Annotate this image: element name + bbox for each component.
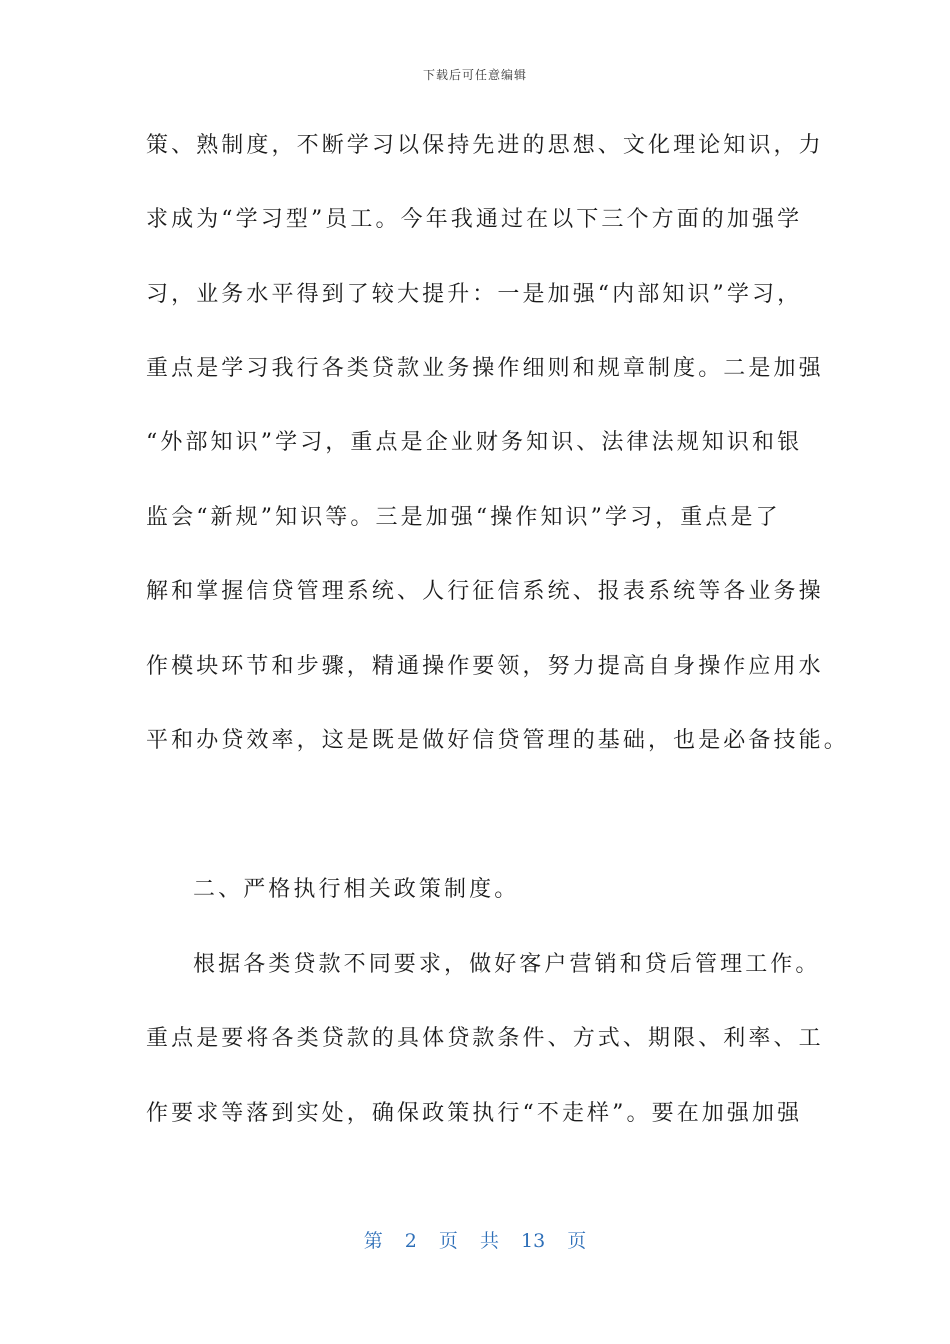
footer-total-word: 共	[479, 1230, 499, 1252]
body-line: 作要求等落到实处，确保政策执行“不走样”。要在加强加强	[146, 1101, 803, 1126]
section-heading: 二、严格执行相关政策制度。	[193, 877, 520, 902]
body-line: 求成为“学习型”员工。今年我通过在以下三个方面的加强学	[146, 207, 803, 232]
body-line: “外部知识”学习，重点是企业财务知识、法律法规知识和银	[146, 430, 803, 455]
body-line: 解和掌握信贷管理系统、人行征信系统、报表系统等各业务操	[146, 579, 824, 604]
body-line: 重点是要将各类贷款的具体贷款条件、方式、期限、利率、工	[146, 1026, 824, 1051]
footer-current-page: 2	[404, 1230, 417, 1252]
page-footer	[0, 1226, 950, 1253]
body-line: 习，业务水平得到了较大提升：一是加强“内部知识”学习，	[146, 282, 803, 307]
footer-prefix: 第	[363, 1230, 383, 1252]
body-line: 策、熟制度，不断学习以保持先进的思想、文化理论知识，力	[146, 133, 824, 158]
footer-page-word: 页	[438, 1230, 458, 1252]
body-line: 作模块环节和步骤，精通操作要领，努力提高自身操作应用水	[146, 654, 824, 679]
paragraph-first-line: 根据各类贷款不同要求，做好客户营销和贷后管理工作。	[193, 952, 821, 977]
footer-suffix: 页	[567, 1230, 587, 1252]
body-line: 重点是学习我行各类贷款业务操作细则和规章制度。二是加强	[146, 356, 824, 381]
body-line: 监会“新规”知识等。三是加强“操作知识”学习，重点是了	[146, 505, 781, 530]
body-line: 平和办贷效率，这是既是做好信贷管理的基础，也是必备技能。	[146, 728, 849, 753]
footer-total-pages: 13	[521, 1230, 546, 1252]
page-header: 下载后可任意编辑	[422, 68, 527, 82]
